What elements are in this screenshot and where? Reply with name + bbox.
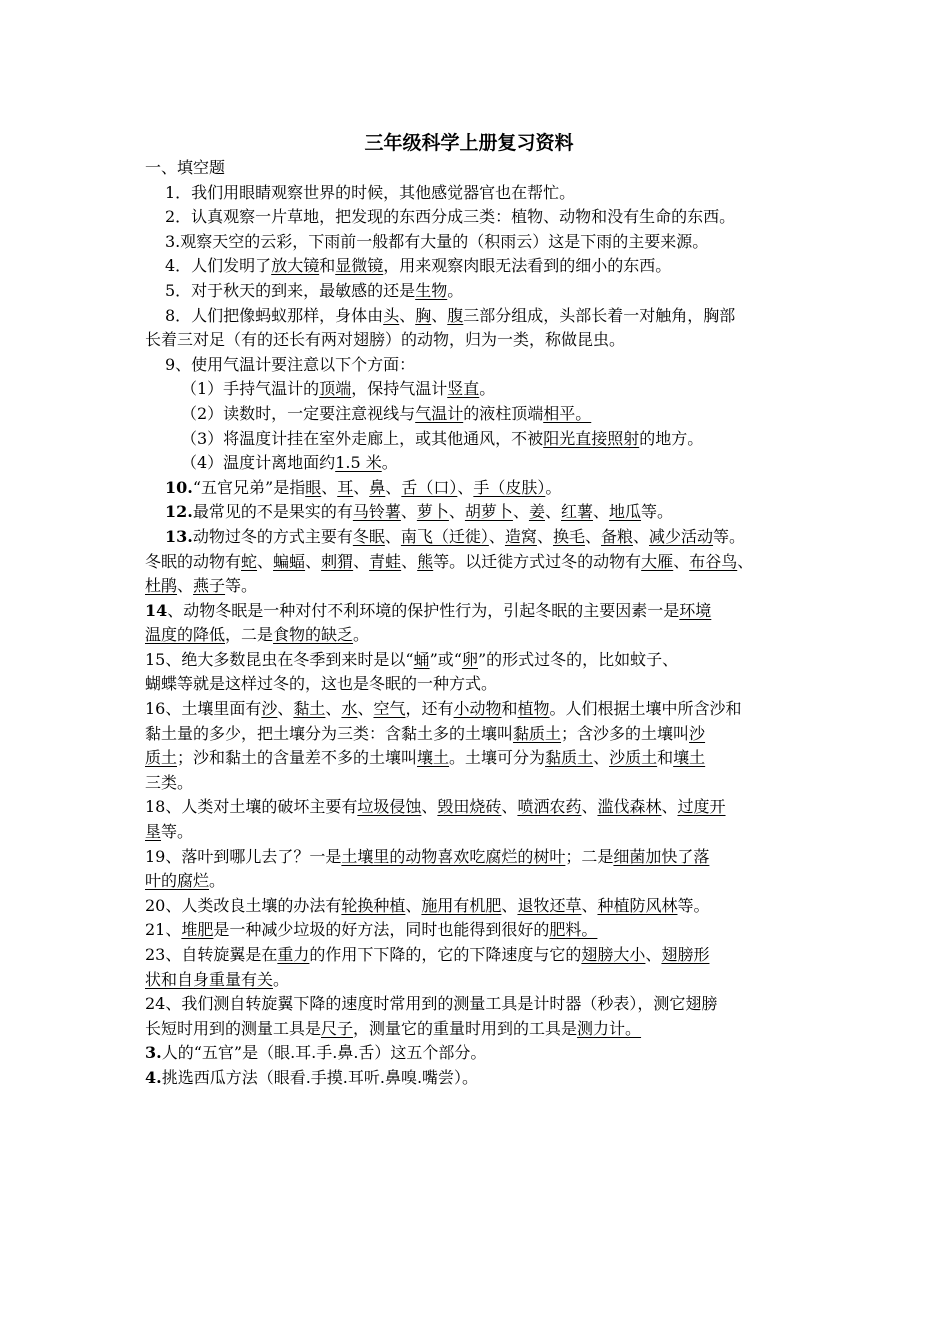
text-segment: 、 <box>321 477 338 497</box>
underlined-answer: 温度的降低 <box>145 625 226 645</box>
underlined-answer: 垦 <box>145 822 162 842</box>
text-segment: 冬眠的动物有 <box>145 551 242 571</box>
text-line <box>145 845 813 870</box>
text-segment: 3.观察天空的云彩，下雨前一般都有大量的（积雨云）这是下雨的主要来源。 <box>165 231 709 251</box>
underlined-answer: 黏质土 <box>513 723 562 743</box>
text-line <box>145 550 813 575</box>
text-segment: 、 <box>581 895 598 915</box>
text-segment: 2．认真观察一片草地，把发现的东西分成三类：植物、动物和没有生命的东西。 <box>165 207 736 227</box>
text-segment: 长短时用到的测量工具是 <box>145 1018 322 1038</box>
underlined-answer: 眼 <box>305 477 322 497</box>
text-segment: 9、使用气温计要注意以下个方面： <box>165 354 416 374</box>
text-segment: 。 <box>209 871 226 891</box>
underlined-answer: 沙 <box>261 699 278 719</box>
underlined-answer: 食物的缺乏 <box>273 625 354 645</box>
page-title: 三年级科学上册复习资料 <box>364 132 574 154</box>
text-segment: 是一种减少垃圾的好方法，同时也能得到很好的 <box>213 920 550 940</box>
text-segment: 和 <box>501 699 518 719</box>
underlined-answer: 质土 <box>145 748 178 768</box>
text-segment: 19、落叶到哪儿去了？一是 <box>145 846 342 866</box>
text-segment: 、动物冬眠是一种对付不利环境的保护性行为，引起冬眠的主要因素一是 <box>167 600 680 620</box>
underlined-answer: 手（皮肤） <box>473 477 546 497</box>
underlined-answer: 显微镜 <box>335 256 384 276</box>
underlined-answer: 滥伐森林 <box>597 797 662 817</box>
underlined-answer: 垃圾侵蚀 <box>357 797 422 817</box>
text-segment: 、 <box>448 502 465 522</box>
text-segment: 。 <box>447 280 464 300</box>
text-segment: （3）将温度计挂在室外走廊上，或其他通风，不被 <box>181 428 544 448</box>
text-segment: 、 <box>357 699 374 719</box>
text-line <box>145 795 813 820</box>
underlined-answer: 萝卜 <box>416 502 449 522</box>
text-line <box>145 894 813 919</box>
text-segment: 、 <box>325 699 342 719</box>
underlined-answer: 胡萝卜 <box>464 502 513 522</box>
text-segment: （4）温度计离地面约 <box>181 453 336 473</box>
text-segment: 、 <box>400 502 417 522</box>
text-segment: 蝴蝶等就是这样过冬的，这也是冬眠的一种方式。 <box>145 674 498 694</box>
underlined-answer: 黏质土 <box>545 748 594 768</box>
underlined-answer: 燕子 <box>193 576 226 596</box>
text-segment: 、 <box>385 477 402 497</box>
text-segment: 、 <box>257 551 274 571</box>
text-segment: 13. <box>165 526 193 546</box>
text-segment: 人的“五官”是（眼.耳.手.鼻.舌）这五个部分。 <box>161 1043 487 1063</box>
text-segment: 和 <box>657 748 674 768</box>
text-line <box>145 943 813 968</box>
underlined-answer: 翅膀形 <box>661 945 710 964</box>
text-line <box>145 1017 813 1042</box>
underlined-answer: 肥料。 <box>549 920 598 940</box>
text-segment: 18、人类对土壤的破坏主要有 <box>145 797 358 817</box>
text-segment: 等。 <box>161 822 194 842</box>
text-segment: 3. <box>145 1043 162 1063</box>
text-segment: 、 <box>593 502 610 522</box>
text-line <box>145 623 813 648</box>
text-line <box>145 1066 813 1091</box>
text-line <box>145 451 813 476</box>
text-segment: ”的形式过冬的，比如蚊子、 <box>477 649 679 669</box>
text-segment: 、 <box>488 526 505 546</box>
underlined-answer: 青蛙 <box>369 551 402 571</box>
underlined-answer: 腹 <box>447 305 464 325</box>
underlined-answer: 南飞（迁徙） <box>400 526 489 546</box>
underlined-answer: 竖直 <box>447 379 480 399</box>
text-line <box>145 254 813 279</box>
text-line <box>145 1041 813 1066</box>
underlined-answer: 毁田烧砖 <box>437 797 502 817</box>
underlined-answer: 沙 <box>689 723 706 743</box>
underlined-answer: 备粮 <box>600 526 633 546</box>
text-segment: 、 <box>353 477 370 497</box>
underlined-answer: 卵 <box>461 649 478 669</box>
text-line <box>145 427 813 452</box>
text-line <box>145 574 813 599</box>
underlined-answer: 壤土 <box>673 748 706 768</box>
text-line <box>145 328 813 353</box>
underlined-answer: 阳光直接照射 <box>543 428 640 448</box>
underlined-answer: 胸 <box>415 305 432 325</box>
text-line <box>145 992 813 1017</box>
underlined-answer: 过度开 <box>677 797 726 817</box>
text-segment: 12. <box>165 502 193 522</box>
text-segment: 黏土量的多少，把土壤分为三类：含黏土多的土壤叫 <box>145 723 514 743</box>
underlined-answer: 姜 <box>528 502 545 522</box>
text-line <box>145 156 813 181</box>
text-segment: 、 <box>645 945 662 964</box>
text-line <box>145 648 813 673</box>
underlined-answer: 布谷鸟 <box>689 551 738 571</box>
text-segment: （2）读数时，一定要注意视线与 <box>181 403 416 423</box>
underlined-answer: 退牧还草 <box>517 895 582 915</box>
underlined-answer: 测力计。 <box>577 1018 642 1038</box>
text-segment: 、 <box>177 576 194 596</box>
text-segment: 1．我们用眼睛观察世界的时候，其他感觉器官也在帮忙。 <box>165 182 576 202</box>
text-segment: 23、自转旋翼是在 <box>145 945 278 964</box>
text-segment: 、 <box>544 502 561 522</box>
text-segment: 动物过冬的方式主要有 <box>192 526 353 546</box>
text-segment: 4. <box>145 1067 162 1087</box>
underlined-answer: 造窝 <box>504 526 537 546</box>
underlined-answer: 堆肥 <box>181 920 214 940</box>
text-segment: 三类。 <box>145 772 194 792</box>
text-line <box>145 968 813 993</box>
text-line <box>145 230 813 255</box>
text-segment: 等。 <box>677 895 710 915</box>
text-segment: 一、填空题 <box>145 158 226 177</box>
text-line <box>145 402 813 427</box>
text-line <box>145 500 813 525</box>
underlined-answer: 细菌加快了落 <box>613 846 710 866</box>
text-segment: 、 <box>405 895 422 915</box>
text-segment: 21、 <box>145 920 182 940</box>
text-segment: 、 <box>501 797 518 817</box>
text-line <box>145 771 813 796</box>
text-segment: 。 <box>479 379 496 399</box>
text-segment: 、 <box>512 502 529 522</box>
underlined-answer: 冬眠 <box>352 526 385 546</box>
underlined-answer: 空气 <box>373 699 406 719</box>
underlined-answer: 蝙蝠 <box>273 551 306 571</box>
underlined-answer: 壤土 <box>417 748 450 768</box>
underlined-answer: 头 <box>383 305 400 325</box>
text-segment: （1）手持气温计的 <box>181 379 320 399</box>
text-segment: “五官兄弟”是指 <box>192 477 306 497</box>
text-segment: 。 <box>273 969 290 989</box>
text-line <box>145 525 813 550</box>
text-segment: 和 <box>319 256 336 276</box>
underlined-answer: 重力 <box>277 945 310 964</box>
text-segment: ，用来观察肉眼无法看到的细小的东西。 <box>383 256 672 276</box>
underlined-answer: 换毛 <box>552 526 585 546</box>
text-segment: 16、土壤里面有 <box>145 699 262 719</box>
underlined-answer: 沙质土 <box>609 748 658 768</box>
text-segment: 、 <box>277 699 294 719</box>
text-segment: 8．人们把像蚂蚁那样，身体由 <box>165 305 384 325</box>
text-line <box>145 304 813 329</box>
text-segment: 等。 <box>641 502 674 522</box>
text-segment: 等。以迁徙方式过冬的动物有 <box>433 551 642 571</box>
text-segment: 等。 <box>713 526 746 546</box>
text-segment: 、 <box>673 551 690 571</box>
underlined-answer: 尺子 <box>321 1018 354 1038</box>
text-segment: 三部分组成，头部长着一对触角，胸部 <box>463 305 736 325</box>
text-line <box>145 377 813 402</box>
text-segment: 等。 <box>225 576 258 596</box>
text-line <box>145 353 813 378</box>
text-segment: 的液柱顶端 <box>463 403 544 423</box>
text-segment: 5．对于秋天的到来，最敏感的还是 <box>165 280 416 300</box>
text-segment: 。 <box>545 477 562 497</box>
text-segment: 的地方。 <box>639 428 704 448</box>
text-segment: 。 <box>381 453 398 473</box>
text-segment: 挑选西瓜方法（眼看.手摸.耳听.鼻嗅.嘴尝）。 <box>161 1067 479 1087</box>
underlined-answer: 环境 <box>679 600 712 620</box>
underlined-answer: 地瓜 <box>609 502 642 522</box>
text-segment: 最常见的不是果实的有 <box>192 502 353 522</box>
underlined-answer: 生物 <box>415 280 448 300</box>
text-segment: 、 <box>401 551 418 571</box>
underlined-answer: 小动物 <box>453 699 502 719</box>
underlined-answer: 气温计 <box>415 403 464 423</box>
underlined-answer: 1.5 米 <box>335 453 382 473</box>
underlined-answer: 叶的腐烂 <box>145 871 210 891</box>
text-line <box>145 476 813 501</box>
text-segment: 15、绝大多数昆虫在冬季到来时是以“ <box>145 649 414 669</box>
text-segment: 、 <box>584 526 601 546</box>
text-segment: 4．人们发明了 <box>165 256 272 276</box>
underlined-answer: 减少活动 <box>649 526 714 546</box>
text-line <box>145 599 813 624</box>
text-segment: 、 <box>421 797 438 817</box>
underlined-answer: 喷洒农药 <box>517 797 582 817</box>
text-segment: ；二是 <box>565 846 614 866</box>
text-line <box>145 746 813 771</box>
underlined-answer: 轮换种植 <box>341 895 406 915</box>
underlined-answer: 施用有机肥 <box>421 895 502 915</box>
underlined-answer: 状和自身重量有关 <box>145 969 274 989</box>
underlined-answer: 土壤里的动物喜欢吃腐烂的树叶 <box>341 846 566 866</box>
text-segment: ，还有 <box>405 699 454 719</box>
text-segment: 、 <box>305 551 322 571</box>
text-segment: 、 <box>399 305 416 325</box>
text-segment: ，保持气温计 <box>351 379 448 399</box>
text-line <box>145 279 813 304</box>
text-segment: 24、我们测自转旋翼下降的速度时常用到的测量工具是计时器（秒表），测它翅膀 <box>145 994 718 1014</box>
underlined-answer: 大雁 <box>641 551 674 571</box>
underlined-answer: 舌（口） <box>401 477 458 497</box>
text-line <box>145 181 813 206</box>
text-segment: 。土壤可分为 <box>449 748 546 768</box>
underlined-answer: 相平。 <box>543 403 592 423</box>
text-segment: 的作用下下降的，它的下降速度与它的 <box>309 945 582 964</box>
text-segment: 长着三对足（有的还长有两对翅膀）的动物，归为一类，称做昆虫。 <box>145 330 626 350</box>
underlined-answer: 翅膀大小 <box>581 945 646 964</box>
underlined-answer: 顶端 <box>319 379 352 399</box>
underlined-answer: 蛹 <box>413 649 430 669</box>
text-segment: ”或“ <box>429 649 462 669</box>
underlined-answer: 放大镜 <box>271 256 320 276</box>
text-segment: 14 <box>145 600 168 620</box>
underlined-answer: 黏土 <box>293 699 326 719</box>
underlined-answer: 种植防风林 <box>597 895 678 915</box>
text-line <box>145 869 813 894</box>
text-segment: 、 <box>457 477 474 497</box>
underlined-answer: 马铃薯 <box>352 502 401 522</box>
underlined-answer: 水 <box>341 699 358 719</box>
underlined-answer: 熊 <box>417 551 434 571</box>
text-segment: 、 <box>501 895 518 915</box>
text-segment: 、 <box>536 526 553 546</box>
underlined-answer: 杜鹃 <box>145 576 178 596</box>
text-segment: 、 <box>737 551 754 571</box>
underlined-answer: 耳 <box>337 477 354 497</box>
text-segment: ，测量它的重量时用到的工具是 <box>353 1018 578 1038</box>
text-segment: 、 <box>353 551 370 571</box>
text-segment: 、 <box>633 526 650 546</box>
underlined-answer: 植物 <box>517 699 550 719</box>
text-segment: 、 <box>384 526 401 546</box>
text-segment: 。人们根据土壤中所含沙和 <box>549 699 742 719</box>
text-segment: ；含沙多的土壤叫 <box>561 723 690 743</box>
text-segment: ，二是 <box>225 625 274 645</box>
text-line <box>145 697 813 722</box>
text-segment: ；沙和黏土的含量差不多的土壤叫 <box>177 748 418 768</box>
document-body <box>145 156 813 1091</box>
text-line <box>145 672 813 697</box>
text-segment: 、 <box>661 797 678 817</box>
underlined-answer: 鼻 <box>369 477 386 497</box>
text-line <box>145 820 813 845</box>
text-segment: 、 <box>431 305 448 325</box>
text-line <box>145 918 813 943</box>
text-segment: 。 <box>353 625 370 645</box>
text-line <box>145 205 813 230</box>
document-page <box>145 130 813 1091</box>
underlined-answer: 红薯 <box>560 502 593 522</box>
text-segment: 、 <box>593 748 610 768</box>
text-segment: 10. <box>165 477 193 497</box>
text-segment: 20、人类改良土壤的办法有 <box>145 895 342 915</box>
underlined-answer: 刺猬 <box>321 551 354 571</box>
text-segment: 、 <box>581 797 598 817</box>
text-line <box>145 722 813 747</box>
underlined-answer: 蛇 <box>241 551 258 571</box>
